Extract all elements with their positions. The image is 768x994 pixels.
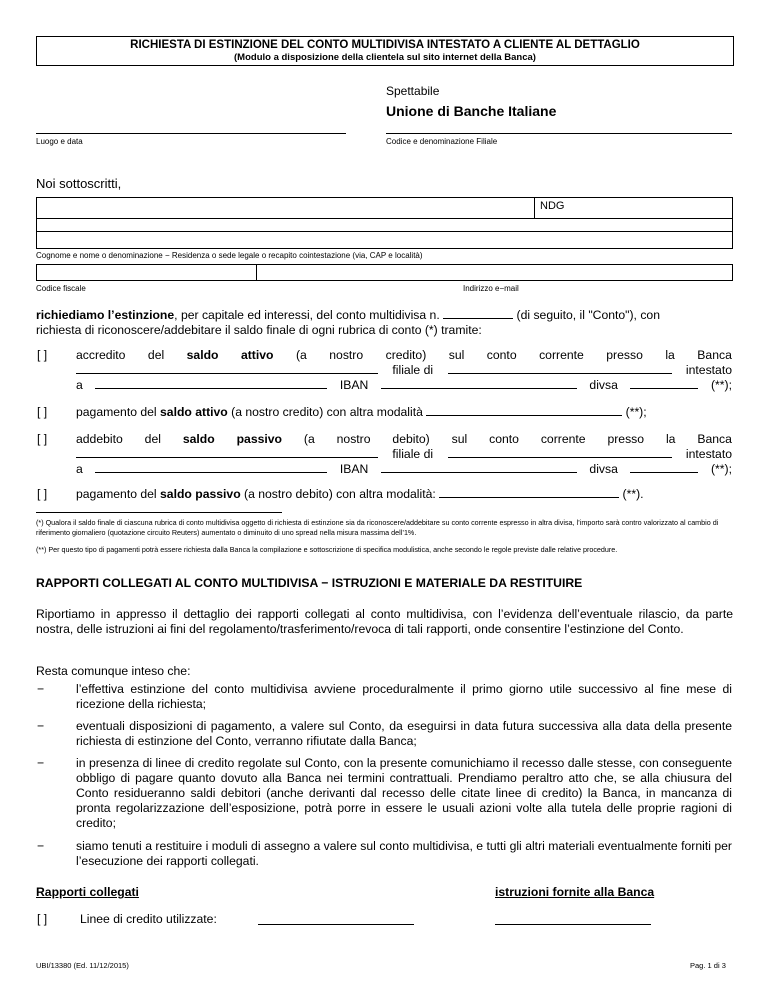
option4-checkbox[interactable]: [ ] xyxy=(37,487,48,501)
tax-code-label: Codice fiscale xyxy=(36,284,86,293)
request-bold: richiediamo l’estinzione xyxy=(36,308,175,322)
option3-holder-field[interactable] xyxy=(95,462,327,473)
tax-email-grid[interactable] xyxy=(36,264,733,281)
linked-item1-instructions-field[interactable] xyxy=(495,924,651,925)
bullet1-dash: − xyxy=(37,682,45,696)
linked-item1-checkbox[interactable]: [ ] xyxy=(37,912,48,926)
option2-method-field[interactable] xyxy=(426,405,622,416)
bullet3-dash: − xyxy=(37,756,45,770)
bullet4-dash: − xyxy=(37,839,45,853)
form-title-box xyxy=(36,36,734,66)
option3-text: addebito del saldo passivo (a nostro debito) sul conto corrente presso la Banca filiale di intestato a IBAN divsa (**); xyxy=(76,432,732,476)
option1-branch-field[interactable] xyxy=(448,363,672,374)
bullet-3: in presenza di linee di credito regolate sul Conto, con la presente comunichiamo il recesso dalle stesse, con conseguente obbligo di pagare quanto dovuto alla Banca nei termini contrattuali. Prendiamo peraltro atto che, se alla chiusura del Conto residueranno saldi debitori (anche derivanti dal recesso delle citate linee di credito) la Banca, in mancanza di pronta regolarizzazione dell’esposizione, potrà porre in essere le usuali azioni volte alla tutela delle proprie ragioni di credito; xyxy=(76,756,732,830)
option2-checkbox[interactable]: [ ] xyxy=(37,405,48,419)
request-text1: , per capitale ed interessi, del conto multidivisa n. xyxy=(174,308,440,322)
footnote-1: (*) Qualora il saldo finale di ciascuna rubrica di conto multidivisa oggetto di richiesta di estinzione sia da riconoscere/addebitare su conto corrente espresso in altra divisa, l’importo sarà contro valorizzato al cambio di riferimento giornaliero (quotazione circuito Reuters) aumentato o diminuito di uno spread nella misura massima dell’1%. xyxy=(36,518,719,537)
name-row-label: Cognome e nome o denominazione − Residenza o sede legale o recapito cointestazione (via, CAP e località) xyxy=(36,251,423,260)
option1-bank-field[interactable] xyxy=(76,363,378,374)
linked-item1-label: Linee di credito utilizzate: xyxy=(80,912,217,926)
bullet2-dash: − xyxy=(37,719,45,733)
option3-iban-field[interactable] xyxy=(381,462,577,473)
footnote-2: (**) Per questo tipo di pagamenti potrà essere richiesta dalla Banca la compilazione e sottoscrizione di specifica modulistica, anche secondo le regole previste dalle relative procedure. xyxy=(36,545,618,554)
option1-text: accredito del saldo attivo (a nostro credito) sul conto corrente presso la Banca filiale di intestato a IBAN divsa (**); xyxy=(76,348,732,392)
branch-line[interactable] xyxy=(386,133,732,134)
email-label: Indirizzo e−mail xyxy=(463,284,519,293)
request-paragraph xyxy=(36,308,733,338)
option3-branch-field[interactable] xyxy=(448,447,672,458)
option3-currency-field[interactable] xyxy=(630,462,698,473)
intro-text: Noi sottoscritti, xyxy=(36,176,122,191)
footnote-separator xyxy=(36,512,282,513)
option3-bank-field[interactable] xyxy=(76,447,378,458)
place-date-label: Luogo e data xyxy=(36,137,83,146)
resta-text: Resta comunque inteso che: xyxy=(36,664,191,678)
linked-header: Rapporti collegati xyxy=(36,885,139,899)
addressee-salutation: Spettabile xyxy=(386,84,440,98)
option1-currency-field[interactable] xyxy=(630,378,698,389)
option3-checkbox[interactable]: [ ] xyxy=(37,432,48,446)
footer-code: UBI/13380 (Ed. 11/12/2015) xyxy=(36,961,129,970)
bullet-4: siamo tenuti a restituire i moduli di assegno a valere sul conto multidivisa, e tutti gli altri materiali eventualmente forniti per l’esecuzione dei rapporti collegati. xyxy=(76,839,732,868)
option1-iban-field[interactable] xyxy=(381,378,577,389)
option4-text: pagamento del saldo passivo (a nostro debito) con altra modalità: (**). xyxy=(76,487,644,501)
bullet-2: eventuali disposizioni di pagamento, a valere sul Conto, da eseguirsi in data futura successiva alla data della presente richiesta di estinzione del Conto, verranno rifiutate dalla Banca; xyxy=(76,719,732,748)
instructions-header: istruzioni fornite alla Banca xyxy=(495,885,655,899)
request-line2: richiesta di riconoscere/addebitare il saldo finale di ogni rubrica di conto (*) tramite: xyxy=(36,323,482,337)
place-date-line[interactable] xyxy=(36,133,346,134)
request-text2: (di seguito, il "Conto"), con xyxy=(516,308,660,322)
option1-checkbox[interactable]: [ ] xyxy=(37,348,48,362)
bullet-1: l’effettiva estinzione del conto multidivisa avviene proceduralmente il primo giorno utile successivo al fine mese di ricezione della richiesta; xyxy=(76,682,732,711)
branch-label: Codice e denominazione Filiale xyxy=(386,137,498,146)
option1-holder-field[interactable] xyxy=(95,378,327,389)
bank-name: Unione di Banche Italiane xyxy=(386,103,557,119)
linked-item1-field[interactable] xyxy=(258,924,414,925)
form-title: RICHIESTA DI ESTINZIONE DEL CONTO MULTIDIVISA INTESTATO A CLIENTE AL DETTAGLIO xyxy=(130,39,640,51)
section-heading: RAPPORTI COLLEGATI AL CONTO MULTIDIVISA − ISTRUZIONI E MATERIALE DA RESTITUIRE xyxy=(36,576,583,590)
ndg-label: NDG xyxy=(540,200,565,212)
section-paragraph: Riportiamo in appresso il dettaglio dei rapporti collegati al conto multidivisa, con l’evidenza dell’eventuale rilascio, da parte nostra, delle istruzioni ai fini del regolamento/trasferimento/revoca di tali rapporti, onde consentire l’estinzione del Conto. xyxy=(36,607,733,636)
form-subtitle: (Modulo a disposizione della clientela sul sito internet della Banca) xyxy=(234,52,536,63)
footer-page: Pag. 1 di 3 xyxy=(690,961,726,970)
customer-name-grid[interactable] xyxy=(36,197,733,249)
option2-text: pagamento del saldo attivo (a nostro credito) con altra modalità (**); xyxy=(76,405,647,419)
option4-method-field[interactable] xyxy=(439,487,619,498)
account-number-field[interactable] xyxy=(443,308,513,319)
